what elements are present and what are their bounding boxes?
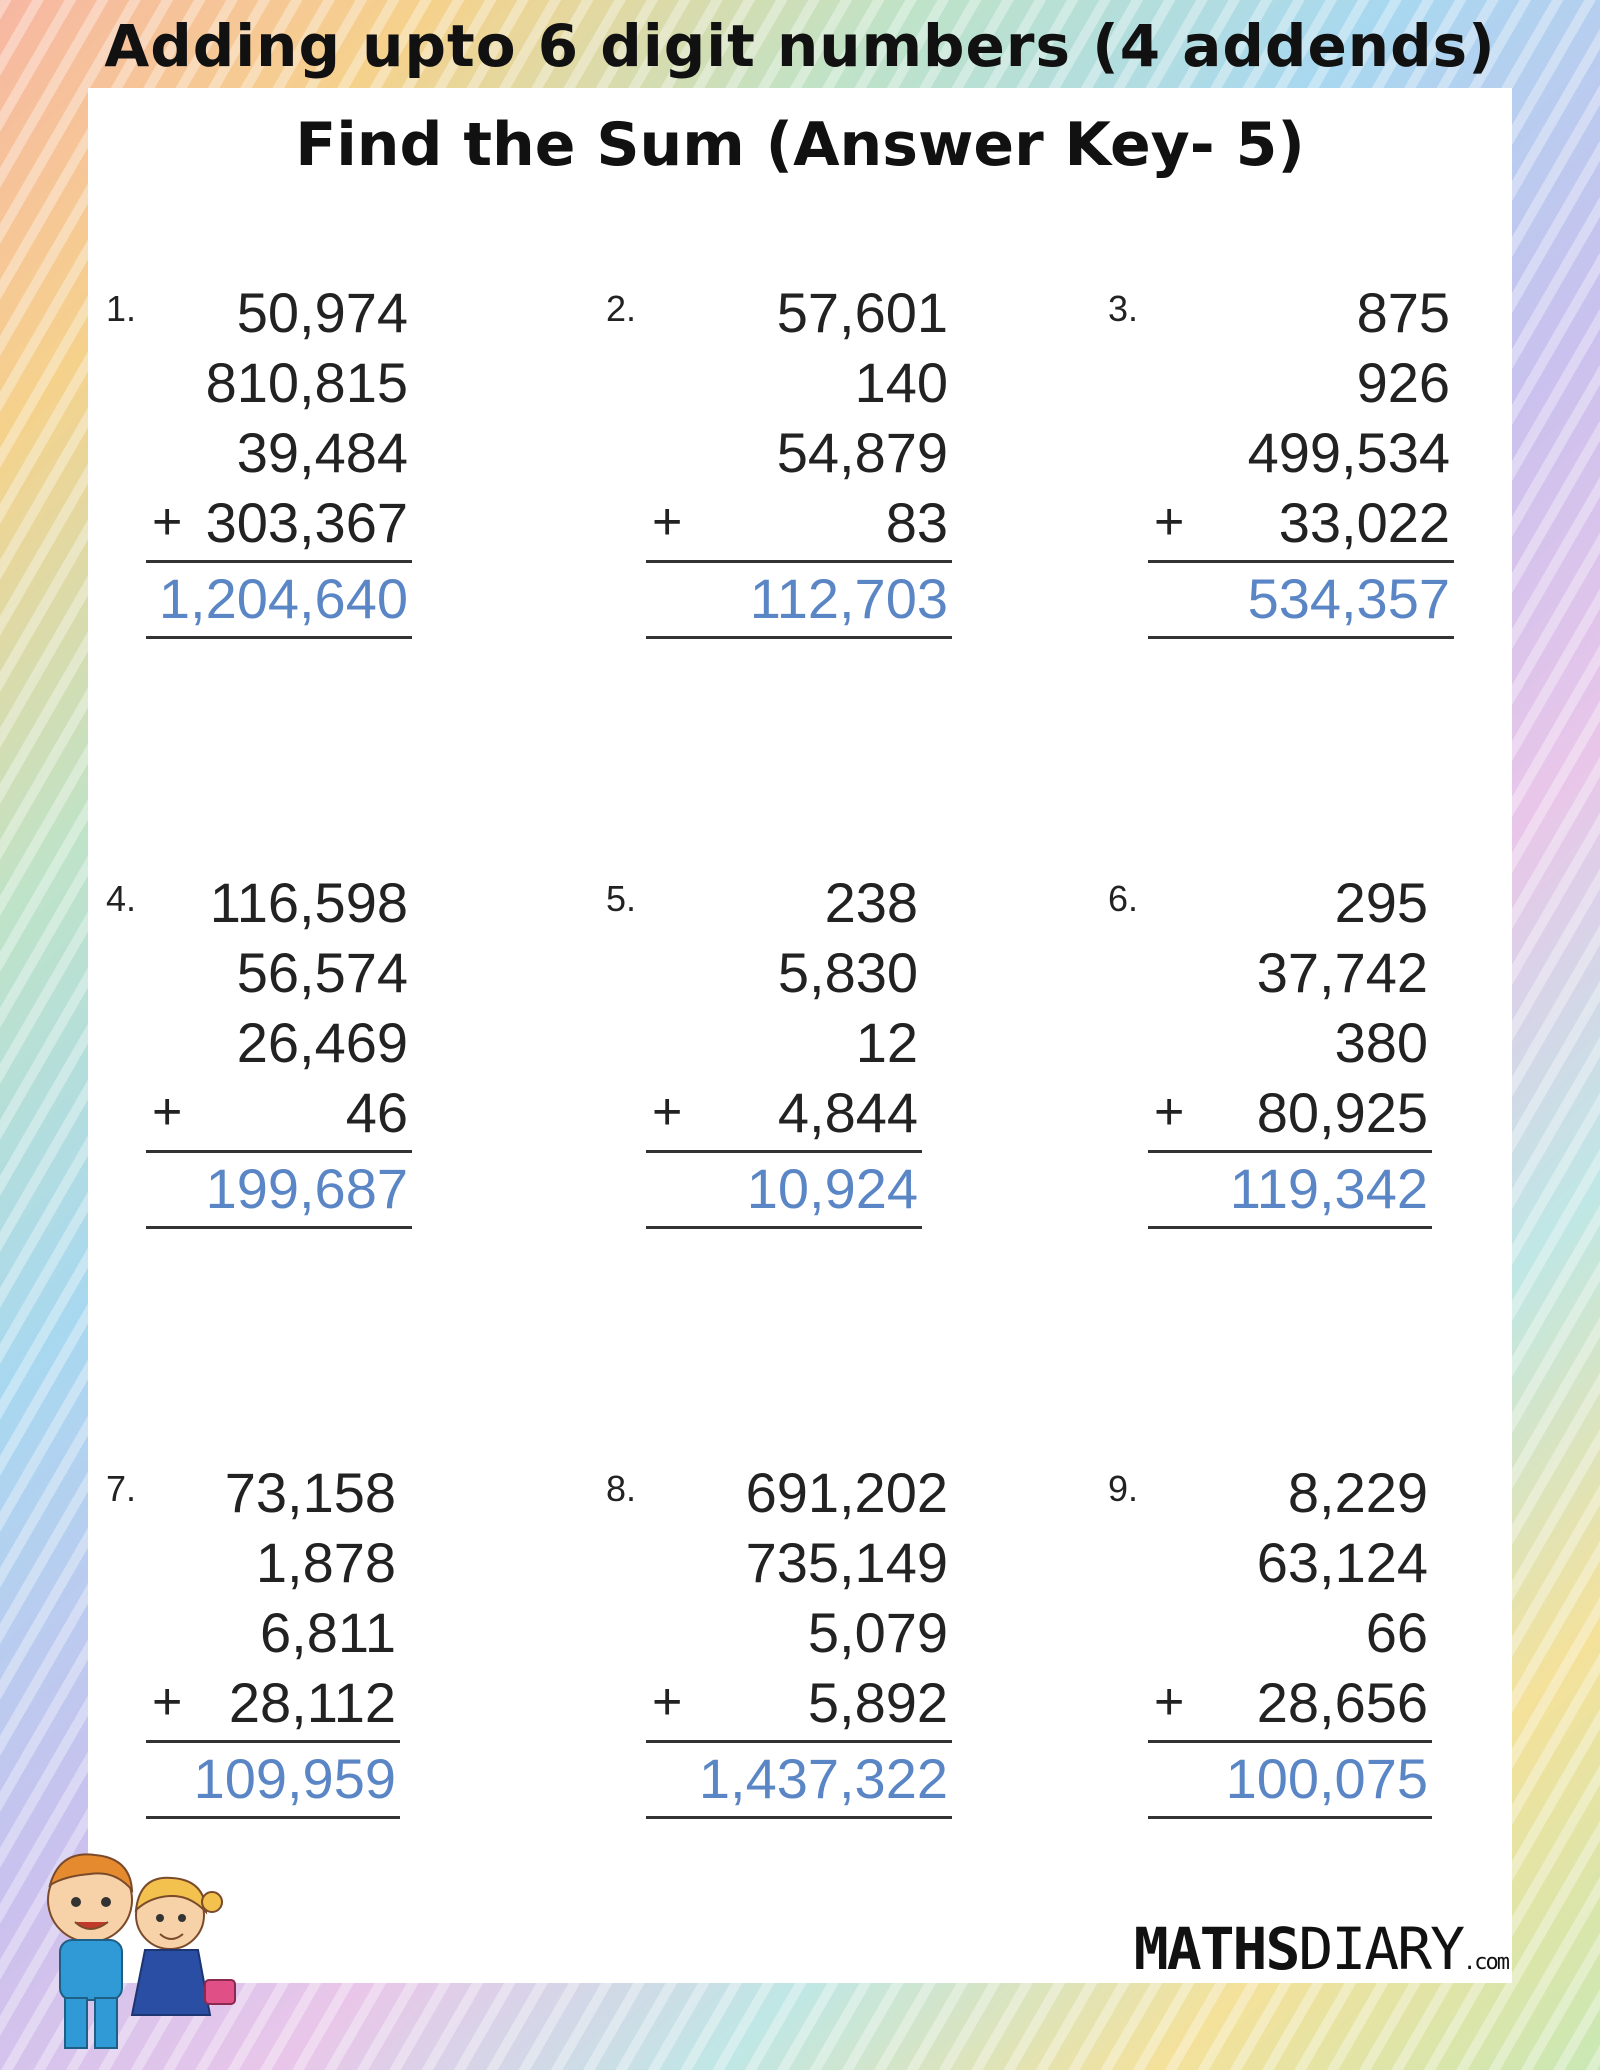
addend: 735,149 (745, 1531, 948, 1594)
addend: 6,811 (260, 1601, 396, 1664)
answer-value: 112,703 (749, 567, 948, 630)
addend: 140 (854, 351, 948, 414)
plus-sign: + (152, 1673, 183, 1731)
answer-value: 1,437,322 (698, 1747, 948, 1810)
addend: 66 (1365, 1601, 1428, 1664)
worksheet-title: Adding upto 6 digit numbers (4 addends) (104, 12, 1496, 80)
plus-sign: + (652, 1083, 683, 1141)
plus-sign: + (652, 1673, 683, 1731)
problem-number: 9. (1108, 1468, 1139, 1509)
sum-rule-bottom (146, 636, 412, 639)
last-addend: 46 (345, 1081, 408, 1144)
addend: 57,601 (776, 281, 948, 344)
worksheet-sheet (88, 88, 1512, 1983)
plus-sign: + (1154, 493, 1185, 551)
addend: 63,124 (1256, 1531, 1428, 1594)
answer-value: 534,357 (1247, 567, 1450, 630)
problem-9 (1108, 1458, 1528, 1858)
addend: 926 (1356, 351, 1450, 414)
addend: 37,742 (1256, 941, 1428, 1004)
children-illustration (20, 1840, 250, 2060)
addend: 691,202 (745, 1461, 948, 1524)
answer-value: 1,204,640 (158, 567, 408, 630)
addend: 116,598 (209, 871, 408, 934)
addend: 1,878 (255, 1531, 396, 1594)
problem-number: 4. (106, 878, 137, 919)
addend: 26,469 (236, 1011, 408, 1074)
problem-4 (106, 868, 526, 1268)
problem-number: 3. (1108, 288, 1139, 329)
addend: 5,830 (777, 941, 918, 1004)
addend: 380 (1334, 1011, 1428, 1074)
plus-sign: + (1154, 1083, 1185, 1141)
last-addend: 28,656 (1256, 1671, 1428, 1734)
girl-figure (132, 1878, 235, 2015)
problem-number: 8. (606, 1468, 637, 1509)
sum-rule-bottom (146, 1226, 412, 1229)
problem-number: 6. (1108, 878, 1139, 919)
problem-6 (1108, 868, 1528, 1268)
sum-rule-bottom (646, 636, 952, 639)
problem-3 (1108, 278, 1528, 678)
problem-1 (106, 278, 526, 678)
sum-rule-top (146, 1740, 400, 1743)
boy-figure (48, 1854, 132, 2048)
addend: 295 (1334, 871, 1428, 934)
sum-rule-top (646, 1740, 952, 1743)
answer-value: 119,342 (1229, 1157, 1428, 1220)
sum-rule-bottom (146, 1816, 400, 1819)
addend: 238 (824, 871, 918, 934)
last-addend: 83 (885, 491, 948, 554)
sum-rule-bottom (1148, 1226, 1432, 1229)
addend: 39,484 (236, 421, 408, 484)
problem-number: 2. (606, 288, 637, 329)
addend: 499,534 (1247, 421, 1450, 484)
addend: 875 (1356, 281, 1450, 344)
last-addend: 4,844 (777, 1081, 918, 1144)
sum-rule-bottom (1148, 636, 1454, 639)
sum-rule-bottom (646, 1226, 922, 1229)
last-addend: 80,925 (1256, 1081, 1428, 1144)
mathsdiary-logo (1134, 1915, 1508, 1983)
sum-rule-top (1148, 1150, 1432, 1153)
worksheet-subtitle: Find the Sum (Answer Key- 5) (295, 110, 1305, 180)
logo-text-diary: DIARY (1298, 1915, 1464, 1983)
addend: 12 (855, 1011, 918, 1074)
last-addend: 33,022 (1278, 491, 1450, 554)
addend: 810,815 (205, 351, 408, 414)
plus-sign: + (152, 493, 183, 551)
sum-rule-top (646, 1150, 922, 1153)
sum-rule-bottom (646, 1816, 952, 1819)
addend: 5,079 (807, 1601, 948, 1664)
answer-value: 10,924 (746, 1157, 918, 1220)
problem-2 (606, 278, 1026, 678)
addend: 50,974 (236, 281, 408, 344)
problem-number: 5. (606, 878, 637, 919)
last-addend: 28,112 (228, 1671, 396, 1734)
problem-number: 1. (106, 288, 137, 329)
addend: 54,879 (776, 421, 948, 484)
logo-text-maths: MATHS (1133, 1915, 1299, 1983)
last-addend: 303,367 (205, 491, 408, 554)
addend: 8,229 (1287, 1461, 1428, 1524)
sum-rule-top (146, 560, 412, 563)
problem-8 (606, 1458, 1026, 1858)
sum-rule-top (1148, 560, 1454, 563)
answer-value: 109,959 (193, 1747, 396, 1810)
addend: 73,158 (224, 1461, 396, 1524)
sum-rule-top (646, 560, 952, 563)
sum-rule-top (1148, 1740, 1432, 1743)
logo-text-com: .com (1463, 1950, 1508, 1975)
answer-value: 199,687 (205, 1157, 408, 1220)
plus-sign: + (152, 1083, 183, 1141)
problem-number: 7. (106, 1468, 137, 1509)
problem-7 (106, 1458, 526, 1858)
sum-rule-top (146, 1150, 412, 1153)
last-addend: 5,892 (807, 1671, 948, 1734)
answer-value: 100,075 (1225, 1747, 1428, 1810)
addend: 56,574 (236, 941, 408, 1004)
problem-5 (606, 868, 1026, 1268)
plus-sign: + (652, 493, 683, 551)
plus-sign: + (1154, 1673, 1185, 1731)
sum-rule-bottom (1148, 1816, 1432, 1819)
